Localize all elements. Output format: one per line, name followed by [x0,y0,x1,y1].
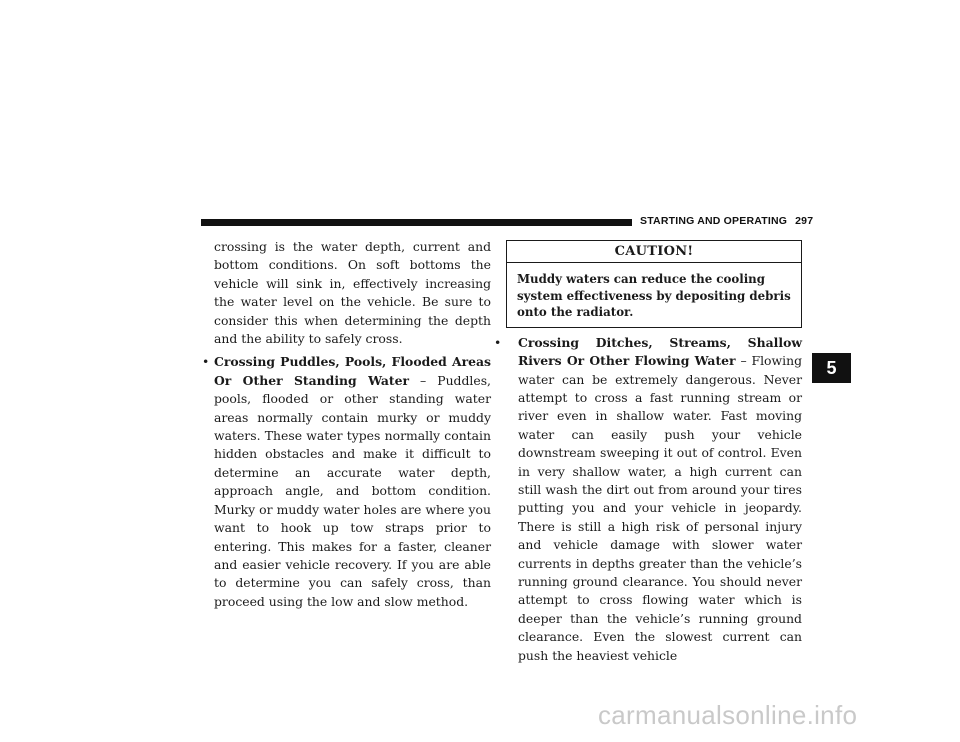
right-column [494,240,803,665]
caution-title: CAUTION! [614,244,694,259]
caution-text: Muddy waters can reduce the cooling system effectiveness by depositing debris onto the radiator. [517,272,791,320]
bullet-text: – Flowing water can be extremely dangerous. Never attempt to cross a fast running stream or river even in shallow water. Fast moving water can easily push your vehicle downstream sweeping it out of control. Even in very shallow water, a high current can still wash the dirt out from around your tires putting you and your vehicle in jeopardy. There is still a high risk of personal injury and vehicle damage with slower water currents in depths greater than the vehicle’s running ground clearance. You should never attempt to cross flowing water which is deeper than the vehicle’s running ground clearance. Even the slowest current can push the heaviest vehicle [518,353,803,663]
page-number: 297 [795,215,814,227]
bullet-title: Crossing Ditches, Streams, Shallow Rivers Or Other Flowing Water [518,334,802,369]
bullet-marker: • [202,354,210,370]
continuation-paragraph: crossing is the water depth, current and bottom conditions. On soft bottoms the vehicle will sink in, effectively increasing the water level on the vehicle. Be sure to consider this when determining the depth and the ability to safely cross. [214,239,491,347]
bullet-text: – Puddles, pools, flooded or other standing water areas normally contain murky or muddy waters. These water types normally contain hidden obstacles and make it difficult to determine an accurate water depth, approach angle, and bottom condition. Murky or muddy water holes are where you want to hook up tow straps prior to entering. This makes for a faster, cleaner and easier vehicle recovery. If you are able to determine you can safely cross, than proceed using the low and slow method. [214,372,491,609]
section-title: STARTING AND OPERATING [640,215,788,227]
watermark: carmanualsonline.info [598,700,858,730]
bullet-marker: • [494,334,502,350]
bullet-standing-water [202,353,491,611]
bullet-flowing-water [494,334,803,665]
caution-box [506,240,802,328]
running-header [640,215,813,227]
header-rule [201,219,632,226]
bullet-title: Crossing Puddles, Pools, Flooded Areas Or Other Standing Water [214,354,491,388]
chapter-tab: 5 [812,353,851,383]
left-column [202,238,491,611]
